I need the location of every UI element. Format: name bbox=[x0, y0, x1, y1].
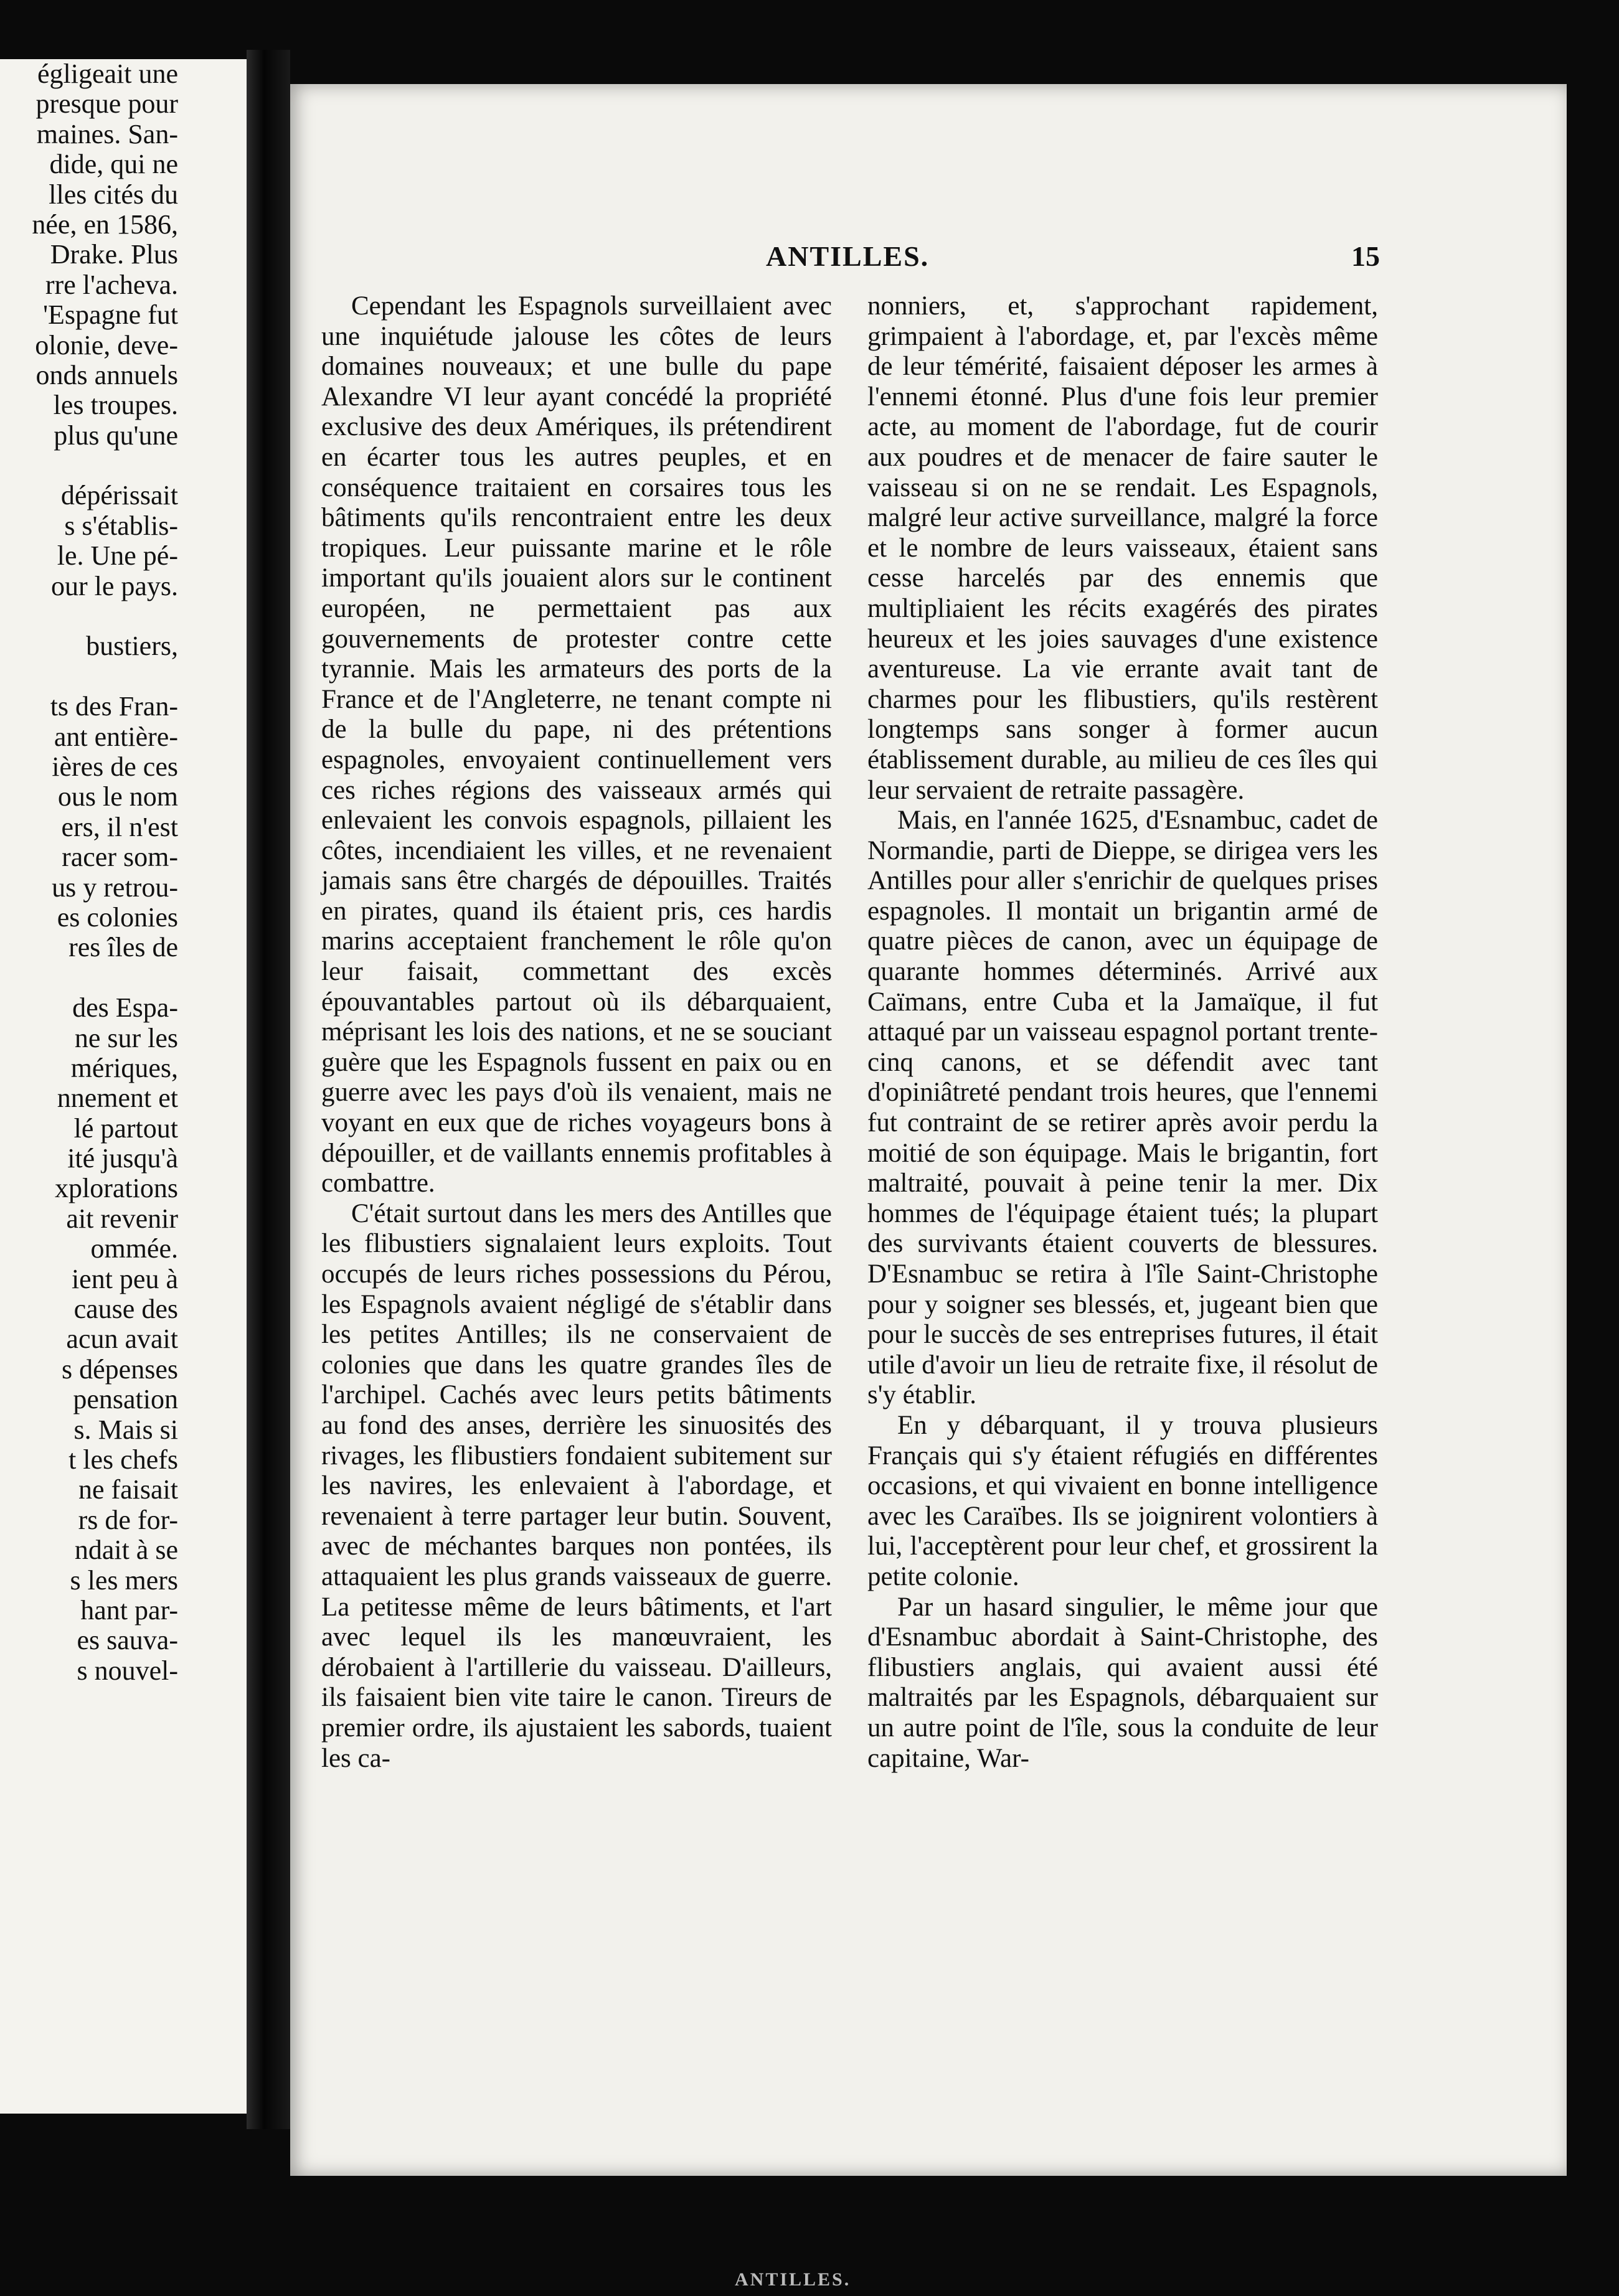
left-page-line: ité jusqu'à bbox=[67, 1143, 178, 1174]
left-page-line: bustiers, bbox=[86, 631, 178, 662]
left-page-line: xplorations bbox=[55, 1173, 178, 1204]
left-page-line: t les chefs bbox=[68, 1444, 178, 1475]
left-page-line: ts des Fran- bbox=[50, 691, 178, 722]
left-page-line: olonie, deve- bbox=[35, 329, 178, 360]
left-page-text bbox=[0, 59, 178, 1686]
left-page-line: s nouvel- bbox=[77, 1655, 178, 1686]
left-page-line: les troupes. bbox=[53, 390, 178, 421]
text-column-left bbox=[321, 291, 832, 1774]
left-page-line: lé partout bbox=[73, 1113, 178, 1144]
left-page-line: us y retrou- bbox=[52, 872, 178, 903]
left-page-line: ne sur les bbox=[74, 1022, 178, 1053]
left-page-line: es sauva- bbox=[77, 1625, 178, 1656]
left-page-line: ndait à se bbox=[74, 1535, 178, 1566]
left-page-line: 'Espagne fut bbox=[43, 299, 178, 331]
left-page-line: maines. San- bbox=[36, 118, 178, 149]
left-page-line: racer som- bbox=[62, 842, 178, 873]
left-page-line bbox=[0, 601, 178, 631]
left-page-line: rre l'acheva. bbox=[45, 269, 178, 300]
left-page-line: cause des bbox=[73, 1294, 178, 1325]
paragraph: Mais, en l'année 1625, d'Esnambuc, cadet de Normandie, parti de Dieppe, se dirigea vers les Antilles pour aller s'enrichir de quelques prises espagnoles. Il montait un brigantin armé de quatre pièces de canon, avec un équipage de quarante hommes déterminés. Arrivé aux Caïmans, entre Cuba et la Jamaïque, il fut attaqué par un vaisseau espagnol portant trente-cinq canons, et se défendit avec tant d'opiniâtreté pendant trois heures, que l'ennemi fut contraint de se retirer après avoir perdu la moitié de son équipage. Mais le brigantin, fort maltraité, pouvait à peine tenir la mer. Dix hommes de l'équipage étaient tués; la plupart des survivants étaient couverts de blessures. D'Esnambuc se retira à l'île Saint-Christophe pour y soigner ses blessés, et, jugeant bien que pour le succès de ses entreprises futures, il était utile d'avoir un lieu de retraite fixe, il résolut de s'y établir. bbox=[867, 806, 1378, 1410]
left-page-line: Drake. Plus bbox=[50, 239, 178, 270]
left-page-line: ant entière- bbox=[54, 721, 178, 752]
left-page-line: res îles de bbox=[68, 932, 178, 963]
left-page-line: ous le nom bbox=[57, 781, 178, 812]
left-page-line: acun avait bbox=[66, 1324, 178, 1355]
left-page-line: ières de ces bbox=[52, 751, 178, 782]
left-page-line: s les mers bbox=[70, 1564, 178, 1596]
page-number: 15 bbox=[1351, 240, 1380, 272]
left-page-line: ait revenir bbox=[66, 1203, 178, 1234]
left-page-line: s. Mais si bbox=[73, 1414, 178, 1445]
left-page-line: le. Une pé- bbox=[57, 540, 178, 572]
left-page-line: s s'établis- bbox=[64, 510, 178, 541]
paragraph: Par un hasard singulier, le même jour que d'Esnambuc abordait à Saint-Christophe, des flibustiers anglais, qui avaient aussi été maltraités par les Espagnols, débarquaient sur un autre point de l'île, sous la conduite de leur capitaine, War- bbox=[867, 1592, 1378, 1773]
left-page-line: onds annuels bbox=[35, 359, 178, 390]
left-page-line: des Espa- bbox=[72, 992, 178, 1023]
left-page-line: mériques, bbox=[70, 1052, 178, 1083]
paragraph: C'était surtout dans les mers des Antilles que les flibustiers signalaient leurs exploits. Tout occupés de leurs riches possessions du Pérou, les Espagnols avaient négligé de s'établir dans les petites Antilles; ils ne conservaient de colonies que dans les quatre grandes îles de l'archipel. Cachés avec leurs petits bâtiments au fond des anses, derrière les sinuosités des rivages, les flibustiers fondaient subitement sur les navires, les enlevaient à l'abordage, et revenaient à terre partager leur butin. Souvent, avec de méchantes barques non pontées, ils attaquaient les plus grands vaisseaux de guerre. La petitesse même de leurs bâtiments, et l'art avec lequel ils les manœuvraient, les dérobaient à l'artillerie du vaisseau. D'ailleurs, ils faisaient bien vite taire le canon. Tireurs de premier ordre, ils ajustaient les sabords, tuaient les ca- bbox=[321, 1198, 832, 1773]
bottom-mark: ANTILLES. bbox=[735, 2269, 851, 2290]
left-page-fragment bbox=[0, 59, 247, 2114]
left-page-line: ers, il n'est bbox=[61, 811, 178, 842]
left-page-line: presque pour bbox=[35, 88, 178, 120]
left-page-line: dide, qui ne bbox=[49, 149, 178, 180]
left-page-line: dépérissait bbox=[60, 480, 178, 511]
book-gutter bbox=[247, 50, 290, 2129]
paragraph: Cependant les Espagnols surveillaient avec une inquiétude jalouse les côtes de leurs domaines nouveaux; et une bulle du pape Alexandre VI leur ayant concédé la propriété exclusive des deux Amériques, ils prétendirent en écarter tous les autres peuples, et en conséquence traitaient en corsaires tous les bâtiments qu'ils rencontraient entre les deux tropiques. Leur puissante marine et le rôle important qu'ils jouaient alors sur le continent européen, ne permettaient pas aux gouvernements de protester contre cette tyrannie. Mais les armateurs des ports de la France et de l'Angleterre, ne tenant compte ni de la bulle du pape, ni des prétentions espagnoles, envoyaient continuellement vers ces riches régions des vaisseaux armés qui enlevaient les convois espagnols, pillaient les côtes, incendiaient les villes, et ne revenaient jamais sans être chargés de dépouilles. Traités en pirates, quand ils étaient pris, ces hardis marins acceptaient franchement le rôle qu'on leur faisait, commettant des excès épouvantables partout où ils débarquaient, méprisant les lois des nations, et ne se souciant guère que les Espagnols fussent en paix ou en guerre avec les pays d'où ils venaient, mais ne voyant en eux que de riches voyageurs bons à dépouiller, et de vaillants ennemis profitables à combattre. bbox=[321, 291, 832, 1198]
paragraph: nonniers, et, s'approchant rapidement, grimpaient à l'abordage, et, par l'excès même de leur témérité, faisaient déposer les armes à l'ennemi étonné. Plus d'une fois leur premier acte, au moment de l'abordage, fut de courir aux poudres et de menacer de faire sauter le vaisseau si on ne se rendait. Les Espagnols, malgré leur active surveillance, malgré la force et le nombre de leurs vaisseaux, étaient sans cesse harcelés par des ennemis que multipliaient les récits exagérés des pirates heureux et les joies sauvages d'une existence aventureuse. La vie errante avait tant de charmes pour les flibustiers, qu'ils restèrent longtemps sans songer à former aucun établissement durable, au milieu de ces îles qui leur servaient de retraite passagère. bbox=[867, 291, 1378, 805]
left-page-line: nnement et bbox=[57, 1083, 178, 1114]
left-page-line: hant par- bbox=[80, 1594, 178, 1626]
running-head: ANTILLES. bbox=[766, 240, 930, 272]
left-page-line: es colonies bbox=[57, 901, 178, 933]
left-page-line: our le pays. bbox=[50, 570, 178, 601]
paragraph: En y débarquant, il y trouva plusieurs Français qui s'y étaient réfugiés en différentes occasions, et qui vivaient en bonne intelligence avec les Caraïbes. Ils se joignirent volontiers à lui, l'acceptèrent pour leur chef, et grossirent la petite colonie. bbox=[867, 1410, 1378, 1591]
left-page-line: rs de for- bbox=[78, 1504, 178, 1535]
left-page-line: lles cités du bbox=[49, 179, 178, 210]
left-page-line: plus qu'une bbox=[54, 420, 178, 451]
left-page-line: ommée. bbox=[90, 1233, 178, 1264]
text-column-right bbox=[867, 291, 1378, 1774]
left-page-line: née, en 1586, bbox=[32, 209, 178, 240]
left-page-line: pensation bbox=[73, 1384, 178, 1415]
left-page-line bbox=[0, 662, 178, 692]
left-page-line bbox=[0, 451, 178, 481]
left-page-line bbox=[0, 963, 178, 993]
left-page-line: égligeait une bbox=[37, 59, 178, 89]
left-page-line: ne faisait bbox=[78, 1474, 178, 1505]
left-page-line: ient peu à bbox=[71, 1263, 178, 1294]
left-page-line: s dépenses bbox=[62, 1353, 178, 1385]
